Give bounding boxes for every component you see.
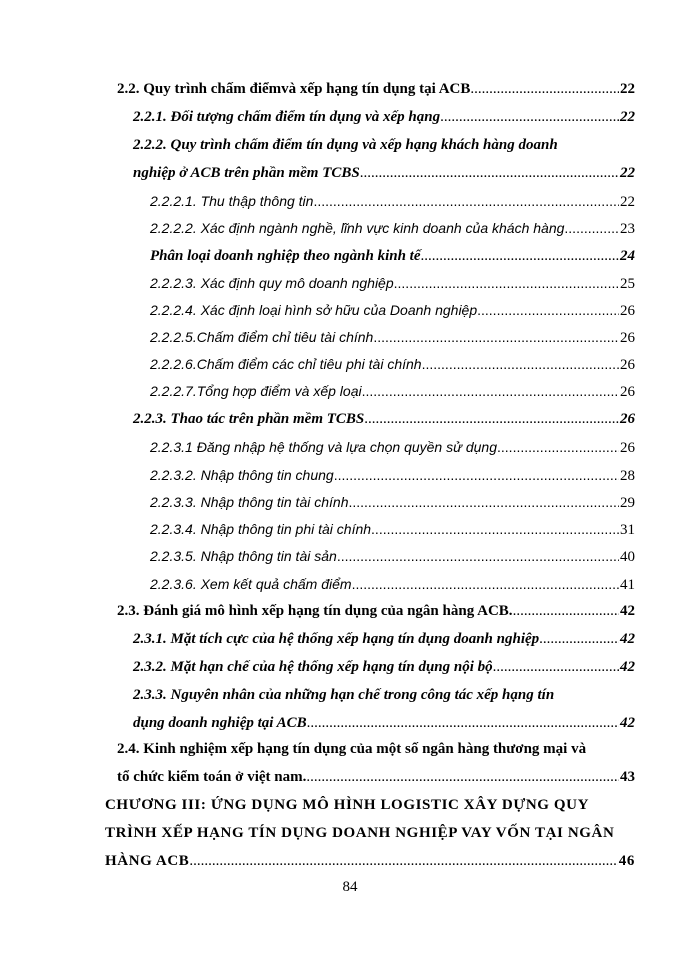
toc-entry-text: 2.2.3.5. Nhập thông tin tài sản	[150, 548, 337, 564]
toc-entry-2-2-3-4[interactable]	[150, 521, 635, 539]
toc-leader-dots	[362, 383, 619, 399]
toc-entry-page: 43	[620, 769, 635, 785]
toc-chapter-3-line1[interactable]: CHƯƠNG III: ỨNG DỤNG MÔ HÌNH LOGISTIC XÂY DỰNG QUY	[105, 797, 590, 813]
toc-entry-page: 22	[620, 109, 635, 125]
toc-entry-page: 22	[620, 81, 635, 97]
toc-entry-2-3[interactable]	[117, 603, 635, 620]
toc-entry-text: 2.2.3.6. Xem kết quả chấm điểm	[150, 576, 352, 592]
toc-entry-page: 23	[620, 221, 635, 237]
toc-leader-dots	[352, 576, 619, 592]
toc-entry-page: 22	[620, 194, 635, 210]
toc-entry-text: 2.2.2.1. Thu thập thông tin	[150, 193, 314, 209]
toc-leader-dots	[394, 275, 619, 291]
toc-entry-text: dụng doanh nghiệp tại ACB	[133, 715, 307, 731]
page-number: 84	[342, 879, 358, 895]
toc-entry-page: 41	[620, 577, 635, 593]
toc-entry-text: 2.2.1. Đối tượng chấm điểm tín dụng và xếp hạng	[133, 109, 441, 125]
toc-entry-text: 2.2.2.2. Xác định ngành nghề, lĩnh vực kinh doanh của khách hàng	[150, 220, 565, 236]
toc-entry-text: 2.2. Quy trình chấm điểmvà xếp hạng tín dụng tại ACB	[117, 81, 471, 97]
toc-entry-page: 26	[620, 440, 635, 456]
toc-chapter-3[interactable]	[105, 853, 635, 870]
toc-entry-text: 2.2.2.3. Xác định quy mô doanh nghiệp	[150, 275, 394, 291]
toc-entry-page: 25	[620, 276, 635, 292]
toc-leader-dots	[422, 356, 619, 372]
toc-leader-dots	[307, 715, 619, 732]
toc-entry-page: 46	[618, 853, 635, 869]
toc-entry-phan-loai[interactable]	[150, 248, 635, 265]
toc-entry-text: HÀNG ACB	[105, 853, 190, 869]
toc-entry-page: 26	[620, 384, 635, 400]
toc-entry-page: 29	[620, 495, 635, 511]
toc-entry-2-3-3-line1[interactable]: 2.3.3. Nguyên nhân của những hạn chế trong công tác xếp hạng tín	[133, 687, 555, 703]
toc-entry-text: 2.3. Đánh giá mô hình xếp hạng tín dụng của ngân hàng ACB.	[117, 603, 513, 619]
toc-entry-2-4[interactable]	[117, 769, 635, 786]
toc-entry-2-2-2-3[interactable]	[150, 275, 635, 293]
toc-entry-2-2-3[interactable]	[133, 411, 635, 428]
toc-entry-text: 2.2.3.4. Nhập thông tin phi tài chính	[150, 521, 372, 537]
toc-leader-dots	[189, 853, 617, 870]
toc-entry-page: 40	[620, 549, 635, 565]
toc-entry-2-2-3-6[interactable]	[150, 576, 635, 594]
toc-chapter-3-line2[interactable]: TRÌNH XẾP HẠNG TÍN DỤNG DOANH NGHIỆP VAY VỐN TẠI NGÂN	[105, 825, 615, 841]
toc-entry-page: 42	[620, 659, 635, 675]
toc-entry-page: 28	[620, 468, 635, 484]
toc-leader-dots	[564, 220, 619, 236]
toc-entry-page: 26	[620, 411, 635, 427]
toc-leader-dots	[470, 81, 619, 98]
toc-entry-page: 24	[620, 248, 635, 264]
toc-leader-dots	[477, 302, 619, 318]
toc-entry-2-2-3-3[interactable]	[150, 494, 635, 512]
toc-entry-2-2-3-1[interactable]	[150, 439, 635, 457]
toc-entry-2-2-2-line1[interactable]: 2.2.2. Quy trình chấm điểm tín dụng và xếp hạng khách hàng doanh	[133, 137, 558, 153]
toc-leader-dots	[334, 467, 619, 483]
toc-entry-2-2-3-5[interactable]	[150, 548, 635, 566]
toc-entry-page: 42	[620, 631, 635, 647]
toc-entry-text: 2.2.3.2. Nhập thông tin chung	[150, 467, 334, 483]
toc-entry-2-4-line1[interactable]: 2.4. Kinh nghiệm xếp hạng tín dụng của một số ngân hàng thương mại và	[117, 741, 587, 757]
toc-leader-dots	[360, 165, 619, 182]
toc-entry-page: 26	[620, 303, 635, 319]
toc-entry-text: 2.2.2.6.Chấm điểm các chỉ tiêu phi tài chính	[150, 356, 422, 372]
toc-leader-dots	[337, 548, 619, 564]
toc-entry-text: 2.3.2. Mặt hạn chế của hệ thống xếp hạng tín dụng nội bộ	[133, 659, 493, 675]
toc-leader-dots	[348, 494, 619, 510]
toc-entry-page: 26	[620, 357, 635, 373]
toc-leader-dots	[364, 411, 619, 428]
toc-entry-2-2[interactable]	[117, 81, 635, 98]
toc-entry-2-2-2-6[interactable]	[150, 356, 635, 374]
toc-entry-page: 31	[620, 522, 635, 538]
toc-entry-text: 2.2.3. Thao tác trên phần mềm TCBS	[133, 411, 365, 427]
toc-entry-text: 2.2.3.1 Đăng nhập hệ thống và lựa chọn quyền sử dụng	[150, 439, 498, 455]
toc-entry-2-3-1[interactable]	[133, 631, 635, 648]
toc-entry-2-3-2[interactable]	[133, 659, 635, 676]
toc-entry-2-2-2-7[interactable]	[150, 383, 635, 401]
toc-leader-dots	[539, 631, 619, 648]
toc-entry-text: tổ chức kiểm toán ở việt nam.	[117, 769, 307, 785]
toc-leader-dots	[373, 329, 619, 345]
toc-entry-2-2-3-2[interactable]	[150, 467, 635, 485]
toc-entry-text: nghiệp ở ACB trên phần mềm TCBS	[133, 165, 360, 181]
toc-entry-text: 2.2.2.4. Xác định loại hình sở hữu của Doanh nghiệp	[150, 302, 478, 318]
toc-entry-page: 42	[620, 603, 635, 619]
toc-leader-dots	[421, 248, 620, 265]
toc-entry-2-2-2-5[interactable]	[150, 329, 635, 347]
toc-entry-2-2-2-1[interactable]	[150, 193, 635, 211]
toc-entry-page: 26	[620, 330, 635, 346]
toc-entry-text: 2.3.1. Mặt tích cực của hệ thống xếp hạng tín dụng doanh nghiệp	[133, 631, 540, 647]
toc-leader-dots	[306, 769, 619, 786]
toc-entry-2-2-2-4[interactable]	[150, 302, 635, 320]
toc-entry-page: 42	[620, 715, 635, 731]
toc-leader-dots	[371, 521, 619, 537]
toc-leader-dots	[440, 109, 619, 126]
toc-leader-dots	[313, 193, 619, 209]
toc-leader-dots	[513, 603, 619, 620]
toc-entry-2-3-3[interactable]	[133, 715, 635, 732]
toc-entry-page: 22	[620, 165, 635, 181]
toc-entry-2-2-1[interactable]	[133, 109, 635, 126]
toc-leader-dots	[497, 439, 619, 455]
toc-entry-text: 2.2.2.5.Chấm điểm chỉ tiêu tài chính	[150, 329, 374, 345]
toc-entry-text: 2.2.2.7.Tổng hợp điểm và xếp loại	[150, 383, 362, 399]
toc-entry-2-2-2[interactable]	[133, 165, 635, 182]
toc-leader-dots	[493, 659, 619, 676]
toc-entry-text: Phân loại doanh nghiệp theo ngành kinh tế	[150, 248, 421, 264]
toc-entry-text: 2.2.3.3. Nhập thông tin tài chính	[150, 494, 349, 510]
toc-entry-2-2-2-2[interactable]	[150, 220, 635, 238]
